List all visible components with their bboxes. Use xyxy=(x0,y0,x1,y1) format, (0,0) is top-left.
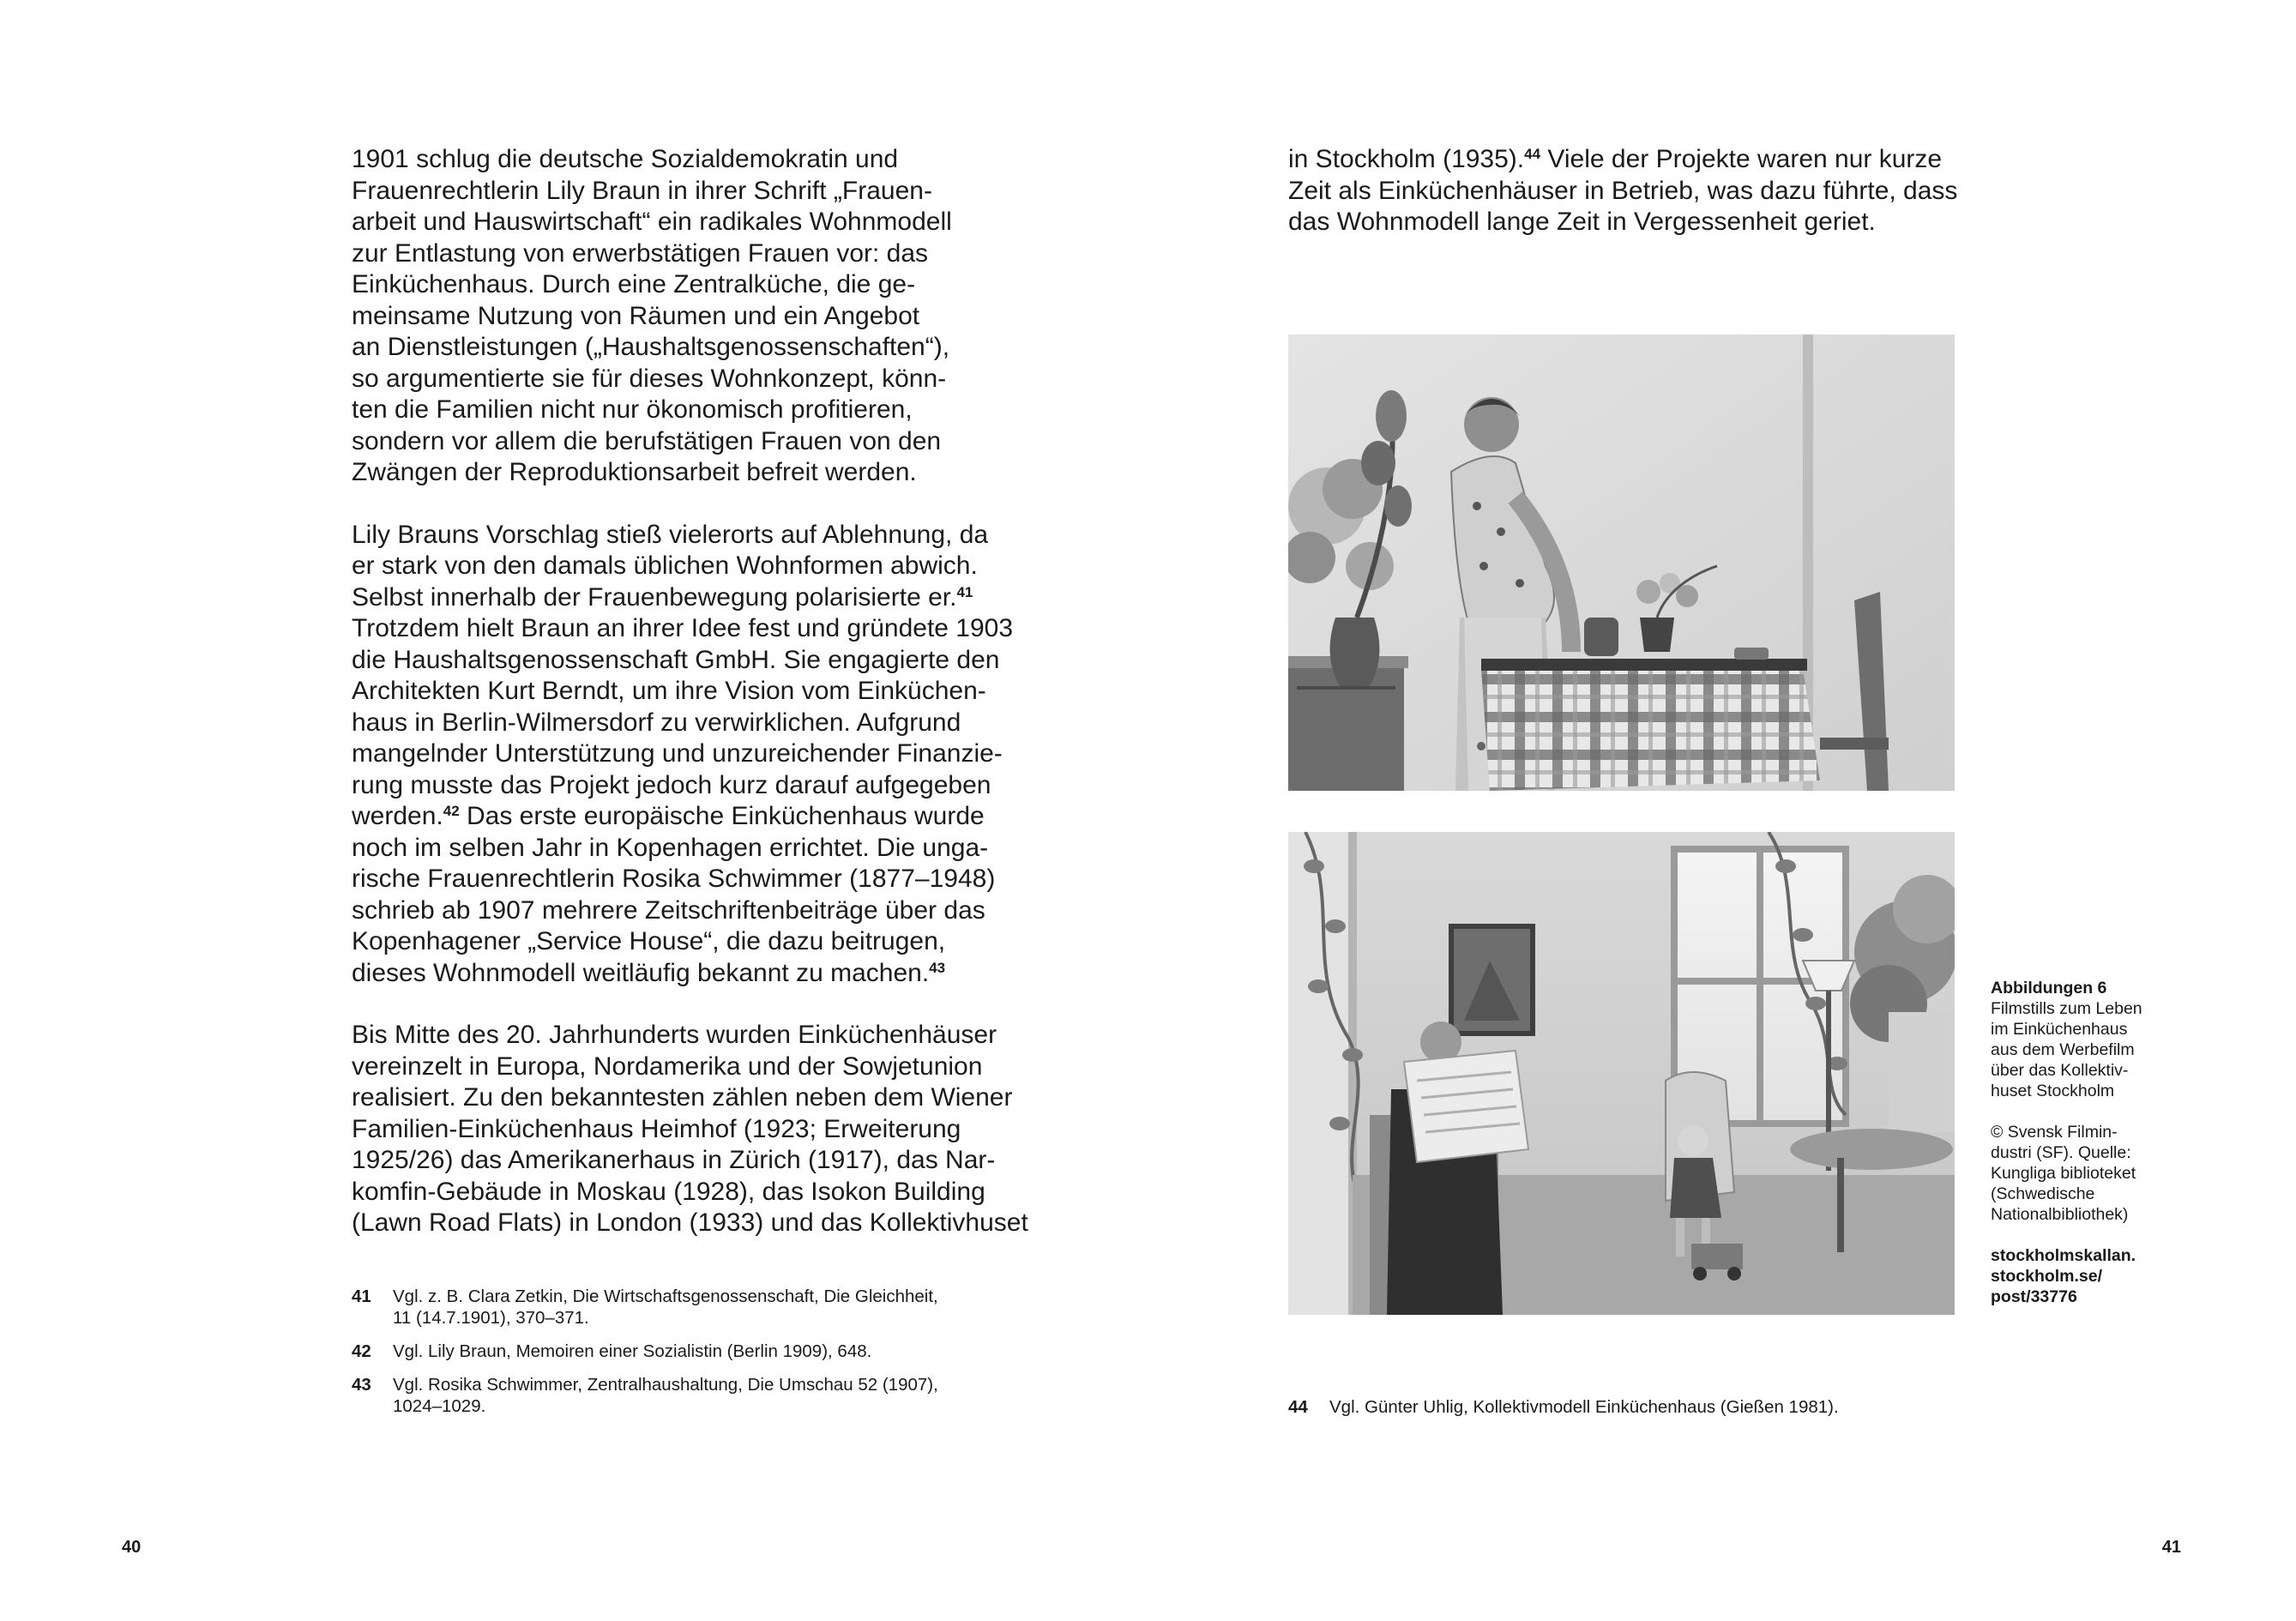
text-line: 1925/26) das Amerikanerhaus in Zürich (1917), das Nar- xyxy=(352,1146,996,1174)
film-still-woman-table xyxy=(1288,334,1955,791)
footnote-41 xyxy=(352,1286,1038,1329)
text-line: ten die Familien nicht nur ökonomisch profitieren, xyxy=(352,395,913,424)
footnote-line: Vgl. Lily Braun, Memoiren einer Sozialistin (Berlin 1909), 648. xyxy=(393,1341,872,1361)
footnote-line: 11 (14.7.1901), 370–371. xyxy=(393,1308,589,1328)
footnote-line: Vgl. Rosika Schwimmer, Zentralhaushaltung, Die Umschau 52 (1907), xyxy=(393,1375,938,1395)
photo-graphic xyxy=(1288,334,1955,791)
right-page xyxy=(1148,0,2296,1621)
caption-url-line: post/33776 xyxy=(1991,1287,2077,1306)
paragraph-continued xyxy=(1288,144,1974,238)
text-line xyxy=(1288,144,1974,176)
text-line: arbeit und Hauswirtschaft“ ein radikales Wohnmodell xyxy=(352,208,952,236)
text-line: vereinzelt in Europa, Nordamerika und der Sowjetunion xyxy=(352,1052,983,1081)
text-line: mangelnder Unterstützung und unzureichender Finanzie- xyxy=(352,739,1003,768)
text-line: sondern vor allem die berufstätigen Frauen von den xyxy=(352,426,942,455)
text-line: rung musste das Projekt jedoch kurz darauf aufgegeben xyxy=(352,770,991,799)
film-still-living-room xyxy=(1288,832,1955,1315)
caption-source-link[interactable] xyxy=(1991,1245,2154,1307)
text-line: Kopenhagener „Service House“, die dazu beitrugen, xyxy=(352,927,946,955)
caption-url-line: stockholm.se/ xyxy=(1991,1267,2103,1286)
text-segment: Viele der Projekte waren nur kurze xyxy=(1540,145,1943,173)
text-line: rische Frauenrechtlerin Rosika Schwimmer (1877–1948) xyxy=(352,865,996,893)
text-line: Zwängen der Reproduktionsarbeit befreit werden. xyxy=(352,458,917,486)
caption-spacer xyxy=(1991,1225,2154,1245)
footnote-ref-44[interactable]: 44 xyxy=(1524,146,1541,162)
text-line: Trotzdem hielt Braun an ihrer Idee fest und gründete 1903 xyxy=(352,614,1014,642)
text-segment: werden. xyxy=(352,802,443,830)
left-body-text xyxy=(352,144,1038,1270)
text-line: realisiert. Zu den bekanntesten zählen neben dem Wiener xyxy=(352,1083,1013,1112)
footnote-line: Vgl. Günter Uhlig, Kollektivmodell Einküchenhaus (Gießen 1981). xyxy=(1329,1397,1839,1417)
footnote-number: 41 xyxy=(352,1287,371,1306)
caption-credit-line: dustri (SF). Quelle: xyxy=(1991,1143,2131,1162)
text-line: Familien-Einküchenhaus Heimhof (1923; Erweiterung xyxy=(352,1114,961,1143)
footnotes-right xyxy=(1288,1396,1974,1430)
text-line: Architekten Kurt Berndt, um ihre Vision vom Einküchen- xyxy=(352,677,986,705)
text-line: noch im selben Jahr in Kopenhagen errichtet. Die unga- xyxy=(352,833,989,862)
text-line: zur Entlastung von erwerbstätigen Frauen vor: das xyxy=(352,238,929,268)
caption-line: über das Kollektiv- xyxy=(1991,1061,2129,1080)
caption-credit-line: (Schwedische xyxy=(1991,1184,2095,1203)
figure-caption xyxy=(1991,978,2154,1307)
text-segment: in Stockholm (1935). xyxy=(1288,145,1525,173)
caption-url-line: stockholmskallan. xyxy=(1991,1246,2136,1265)
caption-spacer xyxy=(1991,1101,2154,1122)
footnote-ref-42[interactable]: 42 xyxy=(443,803,460,819)
footnote-line: 1024–1029. xyxy=(393,1396,486,1416)
paragraph-1 xyxy=(352,144,1038,489)
caption-credit-line: Nationalbibliothek) xyxy=(1991,1205,2129,1224)
text-line xyxy=(352,582,1038,614)
page-number-left: 40 xyxy=(122,1538,142,1557)
text-line: an Dienstleistungen („Haushaltsgenossenschaften“), xyxy=(352,333,950,361)
photo-graphic xyxy=(1288,832,1955,1315)
caption-credit-line: Kungliga biblioteket xyxy=(1991,1164,2136,1183)
footnote-text xyxy=(393,1286,1038,1329)
caption-line: im Einküchenhaus xyxy=(1991,1020,2128,1039)
footnote-42 xyxy=(352,1341,1038,1362)
text-line: Frauenrechtlerin Lily Braun in ihrer Schrift „Frauen- xyxy=(352,176,932,205)
footnote-text xyxy=(393,1341,1038,1362)
footnote-number: 44 xyxy=(1288,1397,1308,1417)
paragraph-2 xyxy=(352,520,1038,990)
footnote-line: Vgl. z. B. Clara Zetkin, Die Wirtschaftsgenossenschaft, Die Gleichheit, xyxy=(393,1287,938,1306)
text-line: (Lawn Road Flats) in London (1933) und das Kollektivhuset xyxy=(352,1208,1028,1237)
footnote-44 xyxy=(1288,1396,1974,1418)
text-line: die Haushaltsgenossenschaft GmbH. Sie engagierte den xyxy=(352,645,1000,674)
footnote-43 xyxy=(352,1374,1038,1417)
text-line: Zeit als Einküchenhäuser in Betrieb, was dazu führte, dass xyxy=(1288,176,1958,205)
caption-line: aus dem Werbefilm xyxy=(1991,1040,2135,1059)
caption-title: Abbildungen 6 xyxy=(1991,979,2107,997)
text-line xyxy=(352,801,1038,833)
text-segment: dieses Wohnmodell weitläufig bekannt zu machen. xyxy=(352,958,930,987)
right-body-text xyxy=(1288,144,1974,269)
footnotes-left xyxy=(352,1286,1038,1429)
text-line: Einküchenhaus. Durch eine Zentralküche, die ge- xyxy=(352,270,916,298)
text-line: Bis Mitte des 20. Jahrhunderts wurden Einküchenhäuser xyxy=(352,1021,997,1049)
text-line: meinsame Nutzung von Räumen und ein Angebot xyxy=(352,301,920,330)
text-segment: Selbst innerhalb der Frauenbewegung polarisierte er. xyxy=(352,582,957,612)
paragraph-3 xyxy=(352,1020,1038,1239)
caption-line: Filmstills zum Leben xyxy=(1991,999,2142,1018)
text-line: haus in Berlin-Wilmersdorf zu verwirklichen. Aufgrund xyxy=(352,708,961,737)
text-line: das Wohnmodell lange Zeit in Vergessenheit geriet. xyxy=(1288,208,1876,236)
footnote-number: 43 xyxy=(352,1375,371,1395)
text-line: so argumentierte sie für dieses Wohnkonzept, könn- xyxy=(352,364,947,393)
text-line: schrieb ab 1907 mehrere Zeitschriftenbeiträge über das xyxy=(352,895,985,925)
text-line: er stark von den damals üblichen Wohnformen abwich. xyxy=(352,551,978,580)
text-line: Lily Brauns Vorschlag stieß vielerorts auf Ablehnung, da xyxy=(352,520,989,549)
text-segment: Das erste europäische Einküchenhaus wurde xyxy=(459,802,985,830)
text-line: komfin-Gebäude in Moskau (1928), das Isokon Building xyxy=(352,1177,985,1206)
page-number-right: 41 xyxy=(2161,1538,2181,1557)
footnote-text xyxy=(393,1374,1038,1417)
text-line xyxy=(352,958,1038,990)
footnote-ref-43[interactable]: 43 xyxy=(929,959,946,976)
caption-credit-line: © Svensk Filmin- xyxy=(1991,1123,2118,1142)
footnote-ref-41[interactable]: 41 xyxy=(956,583,973,600)
text-line: 1901 schlug die deutsche Sozialdemokratin und xyxy=(352,145,899,173)
caption-line: huset Stockholm xyxy=(1991,1082,2115,1100)
footnote-number: 42 xyxy=(352,1341,371,1361)
footnote-text xyxy=(1329,1396,1974,1418)
